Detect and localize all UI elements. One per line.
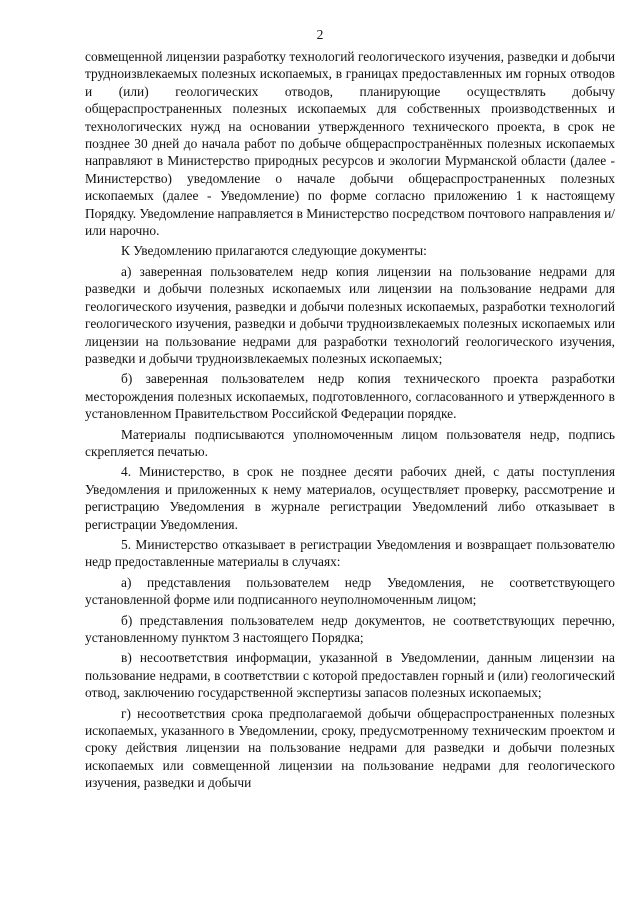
page-number: 2 (316, 27, 324, 42)
document-body (85, 48, 615, 795)
paragraph-clause-5-item-g: г) несоответствия срока предполагаемой добычи общераспространенных полезных ископаемых, указанного в Уведомлении, сроку, предусмотренному техническим проектом и сроку действия лицензии на пользование недрами для разведки и добычи полезных ископаемых или совмещенной лицензии на пользование недрами для геологического изучения, разведки и добычи (85, 705, 615, 791)
paragraph-clause-5-item-b: б) представления пользователем недр документов, не соответствующих перечню, установленному пунктом 3 настоящего Порядка; (85, 612, 615, 645)
paragraph-item-a-license-copy: а) заверенная пользователем недр копия лицензии на пользование недрами для разведки и добычи полезных ископаемых или лицензии на пользование недрами для геологического изучения, разведки и добычи полезных ископаемых, разработки технологий геологического изучения, разведки и добычи трудноизвлекаемых полезных ископаемых или лицензии на пользование недрами для разработки технологий геологического изучения, разведки и добычи трудноизвлекаемых полезных ископаемых; (85, 263, 615, 366)
paragraph-clause-4: 4. Министерство, в срок не позднее десяти рабочих дней, с даты поступления Уведомления и приложенных к нему материалов, осуществляет проверку, рассмотрение и регистрацию Уведомления в журнале регистрации Уведомлений либо отказывает в регистрации Уведомления. (85, 464, 615, 532)
paragraph-signature-requirement: Материалы подписываются уполномоченным лицом пользователя недр, подпись скрепляется печатью. (85, 426, 615, 459)
paragraph-notice-procedure: совмещенной лицензии разработку технологий геологического изучения, разведки и добычи трудноизвлекаемых полезных ископаемых, в границах предоставленных им горных отводов и (или) геологических отводов, планирующие осуществлять добычу общераспространенных полезных ископаемых для собственных производственных и технологических нужд на основании утвержденного технического проекта, в срок не позднее 30 дней до начала работ по добыче общераспространённых полезных ископаемых направляют в Министерство природных ресурсов и экологии Мурманской области (далее - Министерство) уведомление о начале добычи общераспространенных полезных ископаемых (далее - Уведомление) по форме согласно приложению 1 к настоящему Порядку. Уведомление направляется в Министерство посредством почтового направления и/или нарочно. (85, 49, 615, 239)
paragraph-clause-5-item-a: а) представления пользователем недр Уведомления, не соответствующего установленной форме или подписанного неуполномоченным лицом; (85, 574, 615, 608)
paragraph-item-b-project-copy: б) заверенная пользователем недр копия технического проекта разработки месторождения полезных ископаемых, подготовленного, согласованного и утвержденного в установленном Правительством Российской Федерации порядке. (85, 371, 615, 422)
paragraph-attached-documents-intro: К Уведомлению прилагаются следующие документы: (121, 243, 427, 259)
paragraph-clause-5-item-v: в) несоответствия информации, указанной в Уведомлении, данным лицензии на пользование недрами, в соответствии с которой предоставлен горный и (или) геологический отвод, заключению государственной экспертизы запасов полезных ископаемых; (85, 650, 615, 701)
paragraph-clause-5: 5. Министерство отказывает в регистрации Уведомления и возвращает пользователю недр предоставленные материалы в случаях: (85, 536, 615, 570)
